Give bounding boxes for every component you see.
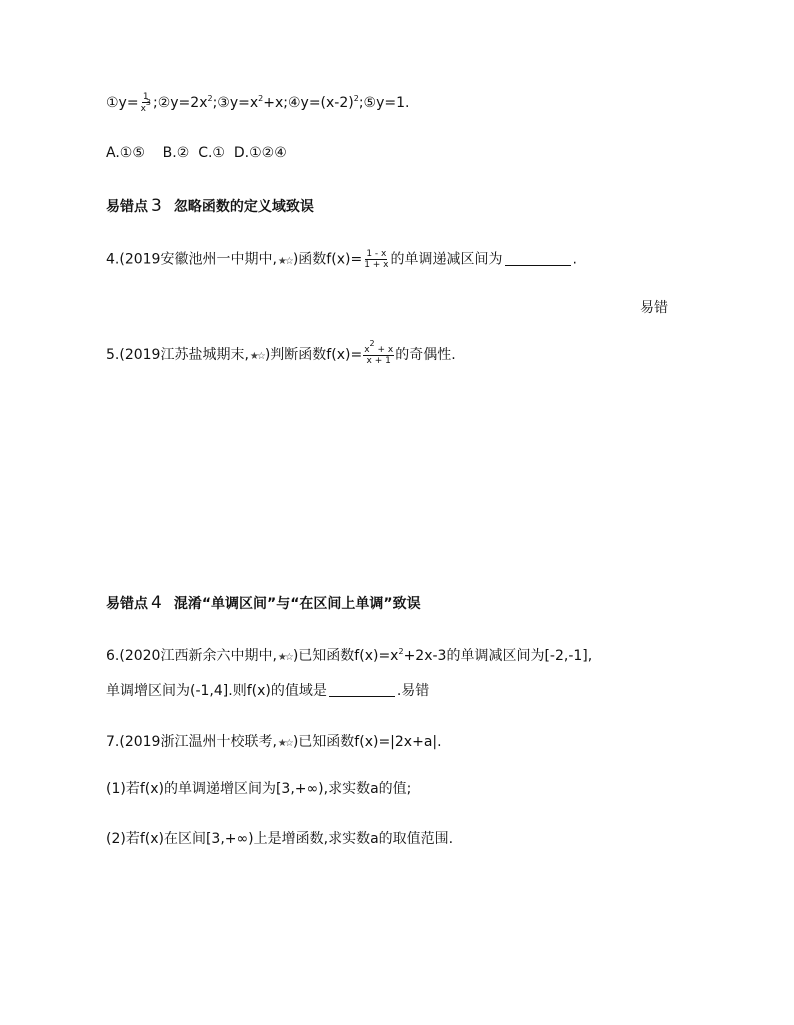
question-7-part-1: (1)若f(x)的单调递增区间为[3,+∞),求实数a的值;: [106, 781, 412, 797]
answer-blank[interactable]: [329, 682, 395, 697]
answer-blank[interactable]: [505, 251, 571, 266]
error-prone-note: 易错: [640, 300, 668, 316]
difficulty-stars-icon: ★☆: [277, 652, 292, 663]
difficulty-stars-icon: ★☆: [277, 738, 292, 749]
question-4: 4.(2019安徽池州一中期中,★☆)函数f(x)= $\frac{1 - x}{1 + x}$ 的单调递减区间为 .: [106, 249, 577, 270]
difficulty-stars-icon: ★☆: [277, 255, 292, 267]
question-6-line-1: 6.(2020江西新余六中期中,★☆)已知函数$f(x)=x^2+2x-3$的单调减区间为[-2,-1],: [106, 646, 592, 668]
section-heading-3: 易错点 3 忽略函数的定义域致误: [106, 196, 314, 216]
question-5: 5.(2019江苏盐城期末,★☆)判断函数f(x)= $\frac{x^2 + x}{x + 1}$ 的奇偶性.: [106, 339, 456, 366]
q3-options: ①y= $\frac{1}{x^3}$ $;②y=2x^2;③y=x^2+x;④y=(x-2)^2;⑤y=1$.: [106, 92, 410, 114]
fraction: $\frac{x^2 + x}{x + 1}$: [364, 339, 394, 366]
section-heading-4: 易错点 4 混淆“单调区间”与“在区间上单调”致误: [106, 593, 421, 613]
difficulty-stars-icon: ★☆: [249, 351, 264, 362]
question-6-line-2: 单调增区间为(-1,4].则f(x)的值域是 .易错: [106, 683, 430, 699]
question-7: 7.(2019浙江温州十校联考,★☆)已知函数f(x)=|2x+a|.: [106, 732, 442, 754]
q3-choices: A.①⑤ B.② C.① D.①②④: [106, 145, 287, 161]
question-7-part-2: (2)若f(x)在区间[3,+∞)上是增函数,求实数a的取值范围.: [106, 831, 454, 847]
fraction: $\frac{1 - x}{1 + x}$: [364, 249, 389, 270]
fraction: $\frac{1}{x^3}$: [140, 92, 151, 114]
